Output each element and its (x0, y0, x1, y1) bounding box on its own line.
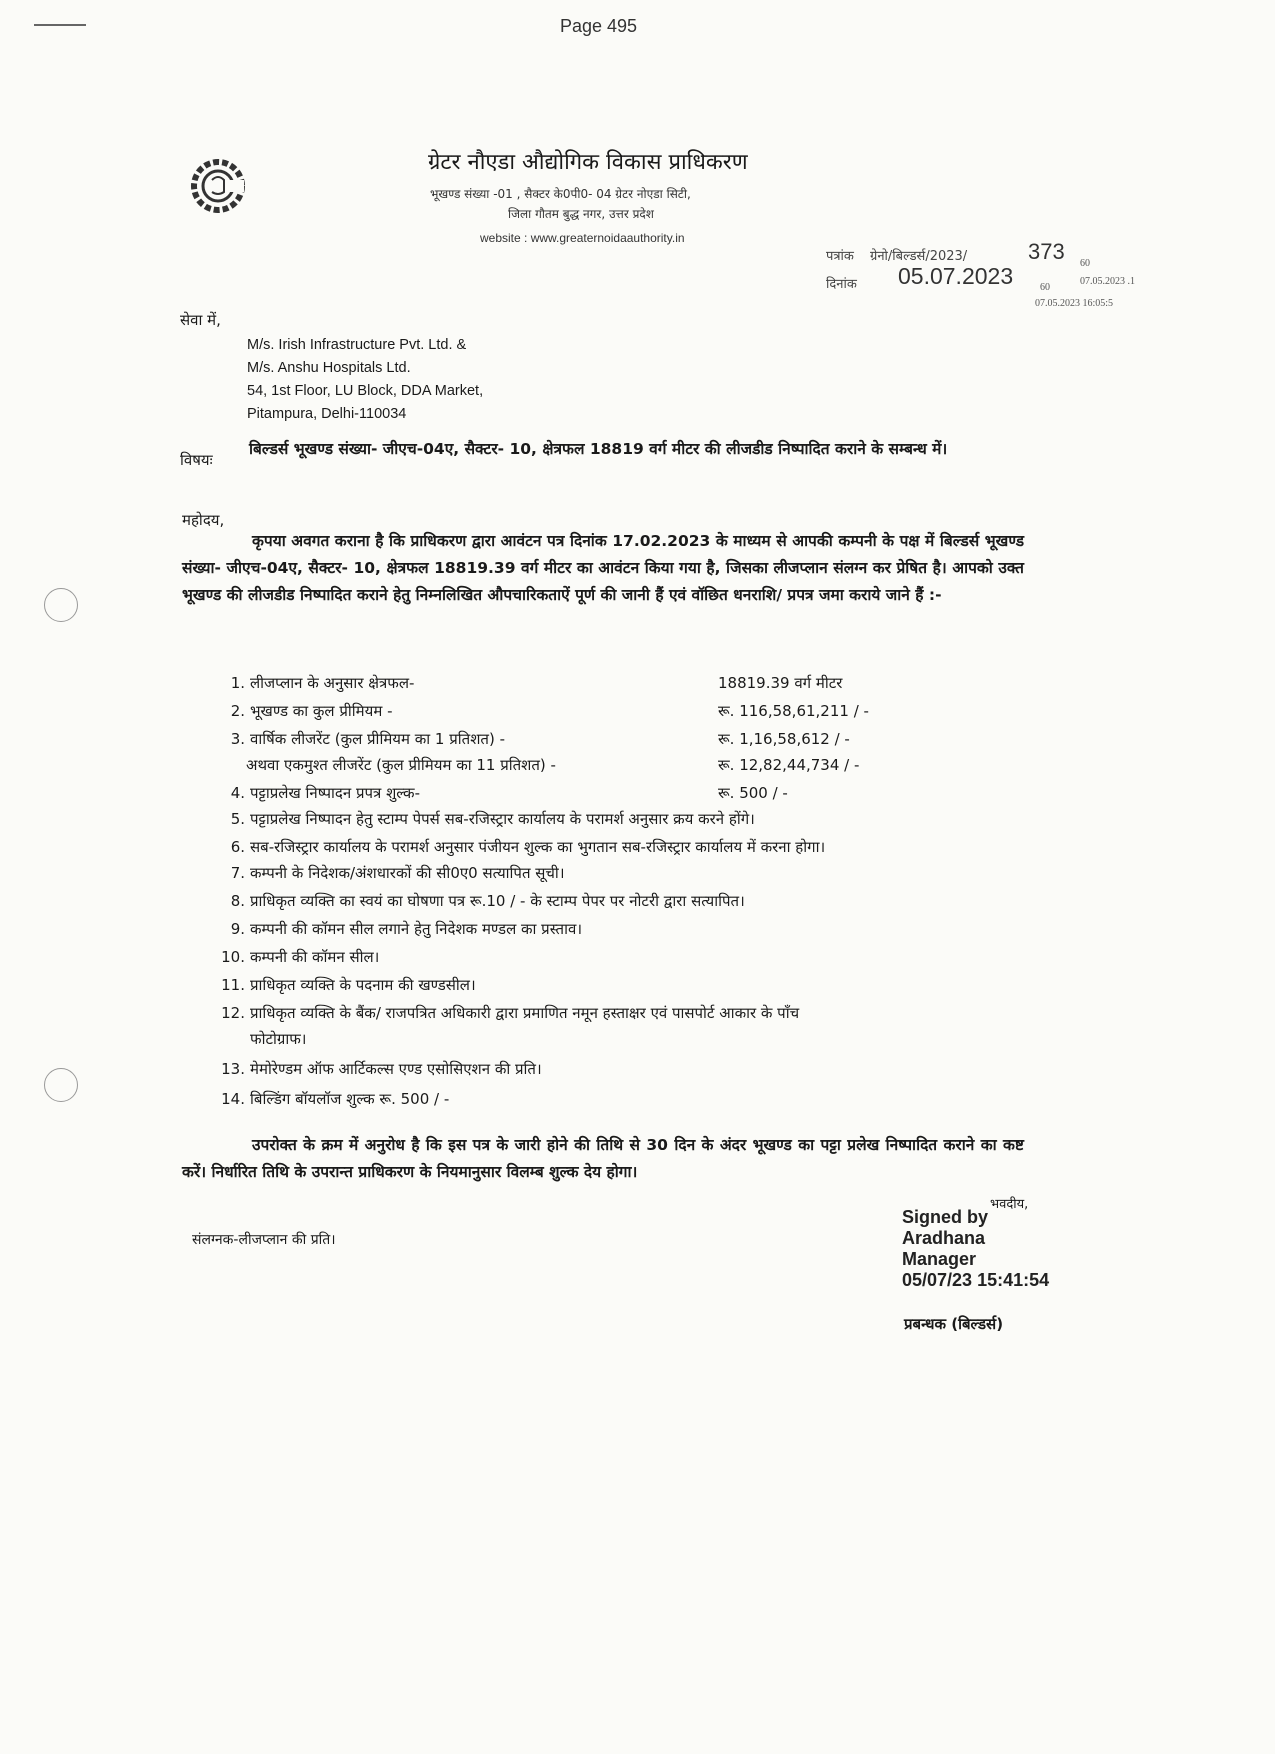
digital-signature (902, 1207, 1049, 1291)
authority-logo-icon (190, 158, 246, 214)
addressee-line: M/s. Anshu Hospitals Ltd. (247, 360, 411, 376)
list-item-number: 9. (230, 920, 245, 938)
list-item-number: 8. (230, 892, 245, 910)
authority-website: website : www.greaternoidaauthority.in (480, 231, 685, 245)
list-item-number: 6. (230, 838, 245, 856)
closing-paragraph-text: उपरोक्त के क्रम में अनुरोध है कि इस पत्र के जारी होने की तिथि से 30 दिन के अंदर भूखण्ड का पट्टा प्रलेख निष्पादित कराने का कष्ट करें। निर्धारित तिथि के उपरान्त प्राधिकरण के नियमानुसार विलम्ब शुल्क देय होगा। (182, 1136, 1024, 1181)
addressee-line: Pitampura, Delhi-110034 (247, 406, 407, 422)
list-item-number: 10. (221, 948, 245, 966)
list-item-text: अथवा एकमुश्त लीजरेंट (कुल प्रीमियम का 11 प्रतिशत) - (246, 756, 556, 774)
top-left-dash-mark (34, 24, 86, 26)
signature-name: Aradhana (902, 1228, 986, 1248)
list-item-text: कम्पनी के निदेशक/अंशधारकों की सी0ए0 सत्यापित सूची। (250, 864, 565, 882)
list-item-number: 2. (230, 702, 245, 720)
list-item-text: प्राधिकृत व्यक्ति का स्वयं का घोषणा पत्र रू.10 / - के स्टाम्प पेपर पर नोटरी द्वारा सत्यापित। (250, 892, 745, 910)
addressee-line: M/s. Irish Infrastructure Pvt. Ltd. & (247, 337, 467, 353)
list-item-number: 1. (230, 674, 245, 692)
stamp-mark: 60 (1040, 282, 1050, 293)
subject-label: विषयः (180, 451, 213, 469)
list-item-amount: रू. 116,58,61,211 / - (718, 702, 869, 720)
list-item-number: 14. (221, 1090, 245, 1108)
list-item-number: 3. (230, 730, 245, 748)
list-item-text: प्राधिकृत व्यक्ति के पदनाम की खण्डसील। (250, 976, 476, 994)
list-item-number: 13. (221, 1060, 245, 1078)
list-item-number: 4. (230, 784, 245, 802)
reference-number: 373 (1028, 239, 1065, 264)
list-item-amount: रू. 500 / - (718, 784, 788, 802)
addressee-line: 54, 1st Floor, LU Block, DDA Market, (247, 383, 484, 399)
salutation: महोदय, (182, 511, 225, 529)
reference-value: ग्रेनो/बिल्डर्स/2023/ (870, 249, 968, 264)
list-item-text: लीजप्लान के अनुसार क्षेत्रफल- (250, 674, 415, 692)
list-item-text: कम्पनी की कॉमन सील लगाने हेतु निदेशक मण्डल का प्रस्ताव। (250, 920, 583, 938)
body-paragraph-text: कृपया अवगत कराना है कि प्राधिकरण द्वारा आवंटन पत्र दिनांक 17.02.2023 के माध्यम से आपकी कम्पनी के पक्ष में बिल्डर्स भूखण्ड संख्या- जीएच-04ए, सैक्टर- 10, क्षेत्रफल 18819.39 वर्ग मीटर का आवंटन किया गया है, जिसका लीजप्लान संलग्न कर प्रेषित है। आपको उक्त भूखण्ड की लीजडीड निष्पादित कराने हेतु निम्नलिखित औपचारिकताऐं पूर्ण की जानी हैं एवं वॉछित धनराशि/ प्रपत्र जमा कराये जाने हैं :- (182, 532, 1024, 604)
list-item-text: पट्टाप्रलेख निष्पादन हेतु स्टाम्प पेपर्स सब-रजिस्ट्रार कार्यालय के परामर्श अनुसार क्रय करने होंगे। (250, 810, 755, 828)
body-paragraph (182, 528, 1024, 609)
list-item-number: 7. (230, 864, 245, 882)
closing-paragraph (182, 1132, 1024, 1186)
list-item-text: भूखण्ड का कुल प्रीमियम - (250, 702, 393, 720)
signature-line: Signed by (902, 1207, 989, 1227)
list-item-text: सब-रजिस्ट्रार कार्यालय के परामर्श अनुसार पंजीयन शुल्क का भुगतान सब-रजिस्ट्रार कार्यालय में करना होगा। (250, 838, 826, 856)
list-item-amount: 18819.39 वर्ग मीटर (718, 674, 843, 692)
stamp-mark: 07.05.2023 16:05:5 (1035, 298, 1114, 309)
list-item-text: प्राधिकृत व्यक्ति के बैंक/ राजपत्रित अधिकारी द्वारा प्रमाणित नमून हस्ताक्षर एवं पासपोर्ट आकार के पाँच (250, 1004, 800, 1022)
yours-faithfully: भवदीय, (990, 1197, 1029, 1212)
letter-date: 05.07.2023 (898, 263, 1014, 289)
list-item-amount: रू. 12,82,44,734 / - (718, 756, 860, 774)
list-item-text: मेमोरेण्डम ऑफ आर्टिकल्स एण्ड एसोसिएशन की प्रति। (250, 1060, 542, 1078)
stamp-mark: 60 (1080, 258, 1090, 269)
punch-hole (44, 1068, 78, 1102)
list-item-number: 11. (221, 976, 245, 994)
page-number: Page 495 (560, 16, 638, 36)
authority-address-line1: भूखण्ड संख्या -01 , सैक्टर के0पी0- 04 ग्रेटर नोएडा सिटी, (430, 187, 691, 201)
stamp-mark: 07.05.2023 .1 (1080, 276, 1135, 287)
signature-title: Manager (902, 1249, 977, 1269)
list-item-text: वार्षिक लीजरेंट (कुल प्रीमियम का 1 प्रतिशत) - (250, 730, 505, 748)
signatory-designation: प्रबन्धक (बिल्डर्स) (904, 1315, 1004, 1333)
signature-timestamp: 05/07/23 15:41:54 (902, 1270, 1050, 1290)
punch-hole (44, 588, 78, 622)
authority-address-line2: जिला गौतम बुद्ध नगर, उत्तर प्रदेश (508, 207, 654, 221)
subject-text: बिल्डर्स भूखण्ड संख्या- जीएच-04ए, सैक्टर- 10, क्षेत्रफल 18819 वर्ग मीटर की लीजडीड निष्पादित कराने के सम्बन्ध में। (249, 440, 948, 458)
attachment-note: संलग्नक-लीजप्लान की प्रति। (192, 1232, 336, 1248)
authority-name: ग्रेटर नौएडा औद्योगिक विकास प्राधिकरण (428, 150, 748, 175)
to-label: सेवा में, (180, 311, 221, 329)
list-item-amount: रू. 1,16,58,612 / - (718, 730, 850, 748)
list-item-text: पट्टाप्रलेख निष्पादन प्रपत्र शुल्क- (250, 784, 420, 802)
list-item-number: 12. (221, 1004, 245, 1022)
list-item-text: फोटोग्राफ। (250, 1030, 307, 1048)
date-label: दिनांक (826, 277, 857, 292)
list-item-text: कम्पनी की कॉमन सील। (250, 948, 380, 966)
reference-label: पत्रांक (826, 249, 854, 264)
list-item-text: बिल्डिंग बॉयलॉज शुल्क रू. 500 / - (250, 1090, 450, 1108)
list-item-number: 5. (230, 810, 245, 828)
